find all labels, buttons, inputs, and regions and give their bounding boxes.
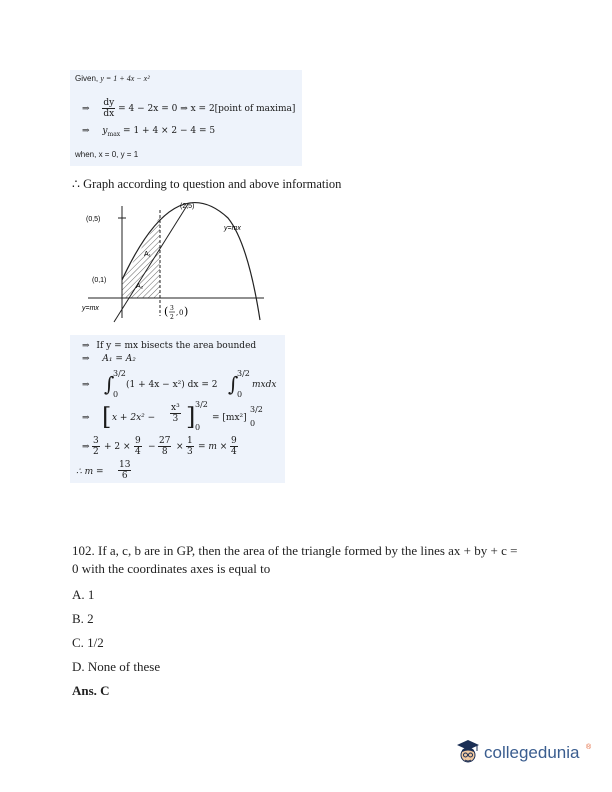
ymax-label: y <box>102 126 108 136</box>
m-num: 13 <box>119 460 131 470</box>
close-bracket: ] <box>186 403 196 431</box>
label-x-point <box>164 305 188 321</box>
graph-caption: ∴ Graph according to question and above information <box>72 177 342 191</box>
cube-num: x³ <box>171 403 180 413</box>
question-text-line1: 102. If a, c, b are in GP, then the area of the triangle formed by the lines ax + by + c = <box>72 543 518 558</box>
minus-sign: − <box>148 442 156 452</box>
frac5-num: 9 <box>231 436 237 446</box>
implies-arrow: ⇒ <box>82 104 90 114</box>
int-upper-1: 3/2 <box>113 369 126 378</box>
frac2-den: 4 <box>135 447 141 457</box>
rhs-lower: 0 <box>250 419 256 428</box>
label-a1: A₁ <box>144 251 152 258</box>
rhs-upper: 3/2 <box>250 405 263 414</box>
when-line: when, x = 0, y = 1 <box>75 150 139 159</box>
bracket-lower: 0 <box>195 423 201 432</box>
area-equality: A₁ = A₂ <box>102 354 136 364</box>
bracket-upper: 3/2 <box>195 400 208 409</box>
x-point-den: 2 <box>170 314 174 321</box>
area-equal-line <box>82 354 136 364</box>
option-b: B. 2 <box>72 611 94 626</box>
line-y-mx <box>114 204 188 322</box>
integral-sign-2: ∫ <box>228 372 239 396</box>
int-upper-2: 3/2 <box>237 369 250 378</box>
bisect-text: If y = mx bisects the area bounded <box>96 341 257 351</box>
int-lower-2: 0 <box>237 390 243 399</box>
rhs-expr: = [mx²] <box>212 413 247 423</box>
implies-arrow: ⇒ <box>82 341 90 351</box>
integrand-2: mxdx <box>252 380 277 390</box>
open-bracket: [ <box>102 403 112 431</box>
implies-arrow: ⇒ <box>82 380 90 390</box>
given-line <box>75 74 150 83</box>
derivative-line <box>82 98 295 119</box>
deriv-rest: = 4 − 2x = 0 ⇒ x = 2[point of maxima] <box>118 104 296 114</box>
x-point-num: 3 <box>170 305 174 312</box>
m-label: ∴ m = <box>76 467 104 477</box>
integral-sign-1: ∫ <box>104 372 115 396</box>
ymax-sub: max <box>107 130 121 138</box>
bisect-line <box>82 341 256 351</box>
area-graph <box>78 198 308 328</box>
question-text-line2: 0 with the coordinates axes is equal to <box>72 561 271 576</box>
plus-two-times: + 2 × <box>104 442 131 452</box>
x-point-rest: 0 <box>179 309 184 317</box>
int-lower-1: 0 <box>113 390 119 399</box>
equals-m-times: = m × <box>198 442 228 452</box>
brand-name: collegedunia <box>484 743 580 762</box>
bracket-expr: x + 2x² − <box>112 413 156 423</box>
option-c: C. 1/2 <box>72 635 104 650</box>
given-equation: y = 1 + 4x − x² <box>100 74 150 83</box>
svg-text:(: ( <box>164 305 169 318</box>
times-sign: × <box>176 442 184 452</box>
implies-arrow: ⇒ <box>82 354 90 364</box>
svg-text:,: , <box>176 309 179 317</box>
deriv-denominator: dx <box>103 109 115 119</box>
label-peak: (2,5) <box>180 203 195 210</box>
ymax-line <box>82 126 215 138</box>
frac1-den: 2 <box>93 447 99 457</box>
frac5-den: 4 <box>231 447 237 457</box>
frac2-num: 9 <box>135 436 141 446</box>
frac4-den: 3 <box>187 447 193 457</box>
brand-registered-mark: ® <box>586 744 592 751</box>
implies-arrow: ⇒ <box>82 413 90 423</box>
ymax-rest: = 1 + 4 × 2 − 4 = 5 <box>123 126 216 136</box>
answer: Ans. C <box>72 683 110 698</box>
option-a: A. 1 <box>72 587 95 602</box>
given-label: Given, <box>75 74 99 83</box>
implies-arrow: ⇒ <box>82 126 90 136</box>
label-ymx-left: y=mx <box>82 305 99 312</box>
label-01: (0,1) <box>92 277 107 284</box>
svg-text:): ) <box>184 305 189 318</box>
label-ymx-right: y=mx <box>224 225 241 232</box>
label-05: (0,5) <box>86 216 101 223</box>
deriv-numerator: dy <box>103 98 115 108</box>
frac3-den: 8 <box>161 447 168 457</box>
frac3-num: 27 <box>159 436 171 446</box>
graduate-mascot-icon <box>455 738 481 766</box>
implies-arrow: ⇒ <box>82 442 90 452</box>
integrand-1: (1 + 4x − x²) dx = 2 <box>126 380 218 390</box>
m-den: 6 <box>121 471 128 481</box>
cube-den: 3 <box>172 414 179 424</box>
frac1-num: 3 <box>93 436 99 446</box>
frac4-num: 1 <box>187 436 193 446</box>
label-a2: A₂ <box>136 283 144 290</box>
option-d: D. None of these <box>72 659 161 674</box>
